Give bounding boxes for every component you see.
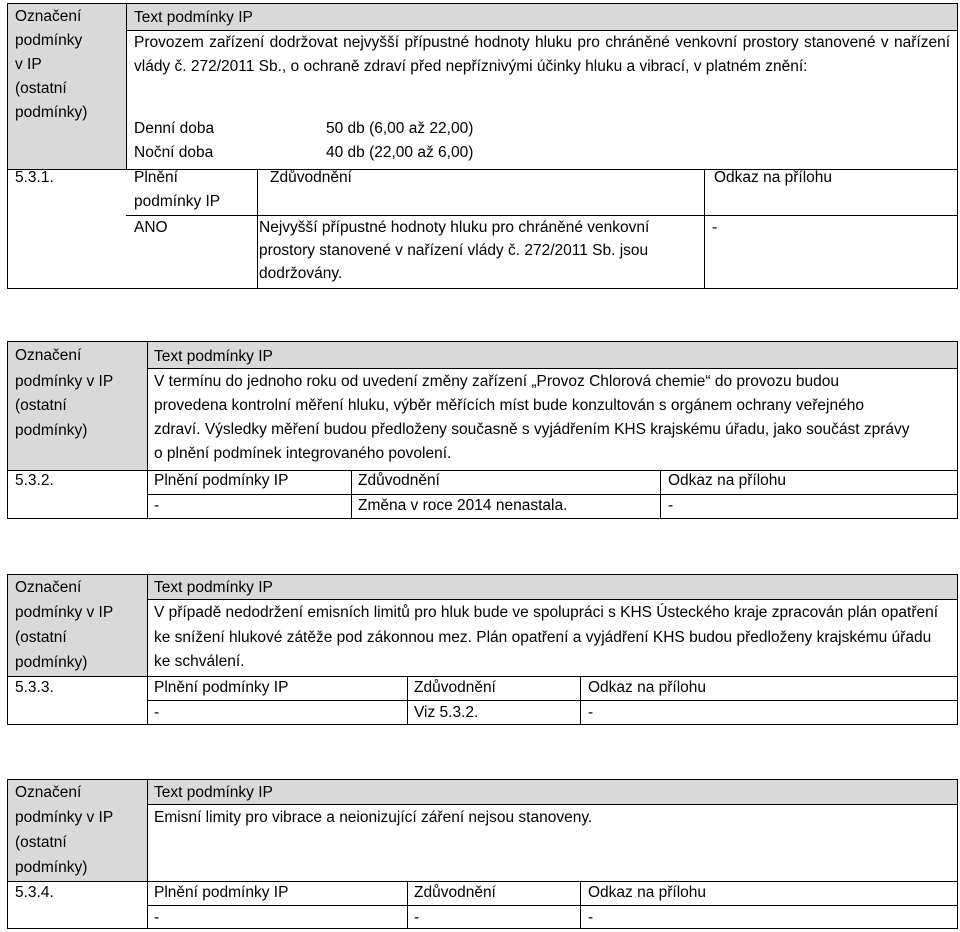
- col-zduvodneni: Zdůvodnění: [358, 472, 440, 489]
- col-zduvodneni: Zdůvodnění: [270, 169, 352, 186]
- label-ostatni: (ostatní: [15, 834, 67, 851]
- condition-text: Emisní limity pro vibrace a neionizující záření nejsou stanoveny.: [154, 809, 593, 826]
- col-odkaz: Odkaz na přílohu: [714, 169, 833, 186]
- col-plneni: Plnění podmínky IP: [154, 884, 289, 901]
- limit-day-value: 50 db (6,00 až 22,00): [326, 120, 474, 137]
- text-header: Text podmínky IP: [154, 784, 273, 801]
- label-podminky-vip: podmínky v IP: [15, 604, 114, 621]
- condition-number: 5.3.3.: [15, 679, 54, 696]
- limit-night-label: Noční doba: [134, 144, 214, 161]
- text-header: Text podmínky IP: [134, 9, 253, 26]
- plneni-value: -: [154, 497, 160, 514]
- col-plneni: Plnění podmínky IP: [154, 472, 289, 489]
- label-podminky-close: podmínky): [15, 422, 88, 439]
- plneni-value: ANO: [134, 219, 168, 236]
- condition-text: Provozem zařízení dodržovat nejvyšší přípustné hodnoty hluku pro chráněné venkovní prostory stanovené v nařízení vlády č. 272/2011 Sb., o ochraně zdraví před nepříznivými účinky hluku a vibrací, v platném znění:: [134, 34, 950, 75]
- label-ostatni: (ostatní: [15, 629, 67, 646]
- col-plneni: Plnění podmínky IP: [154, 679, 289, 696]
- limit-night-value: 40 db (22,00 až 6,00): [326, 144, 474, 161]
- label-podminky-vip: podmínky v IP: [15, 373, 114, 390]
- odkaz-value: -: [588, 909, 594, 926]
- odkaz-value: -: [588, 704, 594, 721]
- label-ostatni: (ostatní: [15, 80, 67, 97]
- plneni-value: -: [154, 704, 160, 721]
- condition-text: V termínu do jednoho roku od uvedení změny zařízení „Provoz Chlorová chemie“ do provozu budou provedena kontrolní měření hluku, výběr měřících míst bude konzultován s orgánem ochrany veřejného zdraví. Výsledky měření budou předloženy současně s vyjádřením KHS krajskému úřadu, jako součást zprávy o plnění podmínek integrovaného povolení.: [154, 373, 910, 462]
- label-oznaceni: Označení: [15, 8, 82, 25]
- label-oznaceni: Označení: [15, 784, 82, 801]
- condition-number: 5.3.2.: [15, 472, 54, 489]
- zduvodneni-value: -: [414, 909, 420, 926]
- label-oznaceni: Označení: [15, 347, 82, 364]
- label-ostatni: (ostatní: [15, 397, 67, 414]
- label-podminky-close: podmínky): [15, 104, 88, 121]
- condition-table-5-3-3: [7, 574, 958, 725]
- label-podminky-vip: podmínky v IP: [15, 809, 114, 826]
- label-podminky-close: podmínky): [15, 859, 88, 876]
- text-header: Text podmínky IP: [154, 348, 273, 365]
- col-odkaz: Odkaz na přílohu: [588, 884, 707, 901]
- text-header: Text podmínky IP: [154, 579, 273, 596]
- zduvodneni-value: Změna v roce 2014 nenastala.: [358, 497, 568, 514]
- condition-number: 5.3.1.: [15, 169, 54, 186]
- zduvodneni-value: Nejvyšší přípustné hodnoty hluku pro chráněné venkovní prostory stanovené v nařízení vlády č. 272/2011 Sb. jsou dodržovány.: [259, 219, 650, 282]
- zduvodneni-value: Viz 5.3.2.: [414, 704, 479, 721]
- limit-day-label: Denní doba: [134, 120, 215, 137]
- condition-table-5-3-1: [7, 3, 958, 289]
- col-odkaz: Odkaz na přílohu: [588, 679, 707, 696]
- col-odkaz: Odkaz na přílohu: [668, 472, 787, 489]
- odkaz-value: -: [712, 219, 718, 236]
- col-zduvodneni: Zdůvodnění: [414, 884, 496, 901]
- odkaz-value: -: [668, 497, 674, 514]
- condition-number: 5.3.4.: [15, 884, 54, 901]
- label-vip: v IP: [15, 56, 42, 73]
- condition-table-5-3-4: [7, 779, 958, 929]
- condition-text: V případě nedodržení emisních limitů pro hluk bude ve spolupráci s KHS Ústeckého kraje zpracován plán opatření ke snížení hlukové zátěže pod zákonnou mez. Plán opatření a vyjádření KHS budou předloženy krajskému úřadu ke schválení.: [154, 604, 939, 670]
- condition-table-5-3-2: [7, 341, 958, 519]
- col-zduvodneni: Zdůvodnění: [414, 679, 496, 696]
- label-podminky-close: podmínky): [15, 654, 88, 671]
- col-plneni-l2: podmínky IP: [134, 193, 221, 210]
- label-oznaceni: Označení: [15, 579, 82, 596]
- col-plneni-l1: Plnění: [134, 169, 178, 186]
- label-podminky: podmínky: [15, 32, 83, 49]
- plneni-value: -: [154, 909, 160, 926]
